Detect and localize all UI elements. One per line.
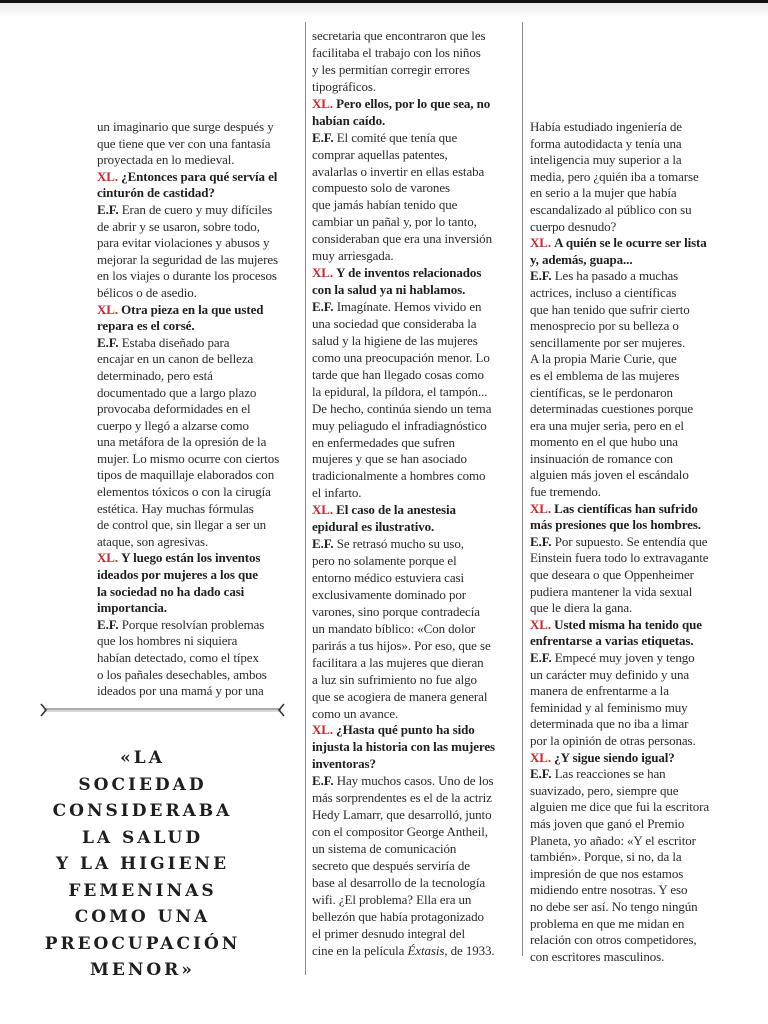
interviewee-tag: E.F. — [312, 129, 334, 145]
text-line: en serio a la mujer que había — [530, 185, 677, 201]
interviewee-tag: E.F. — [530, 766, 552, 782]
text-line: bellezón que había protagonizado — [312, 908, 484, 924]
text-line: científicas, se le perdonaron — [530, 384, 673, 400]
answer-line — [97, 617, 301, 634]
question-line — [312, 96, 516, 113]
interviewee-tag: E.F. — [97, 201, 119, 217]
text-line: muy arriesgada. — [312, 248, 394, 264]
question-line — [312, 722, 516, 739]
interviewee-tag: E.F. — [312, 536, 334, 552]
interviewer-tag: XL. — [530, 500, 552, 516]
interviewer-tag: XL. — [97, 550, 119, 566]
text-line: que deseara o que Oppenheimer — [530, 567, 694, 583]
question-text: epidural es ilustrativo. — [312, 519, 435, 535]
text-line: ideados por una mamá y por una — [97, 683, 264, 699]
film-title: Éxtasis — [407, 942, 445, 958]
text-line: Einstein fuera todo lo extravagante — [530, 550, 709, 566]
interviewee-tag: E.F. — [97, 616, 119, 632]
question-text: injusta la historia con las mujeres — [312, 739, 495, 755]
question-text: ¿Hasta qué punto ha sido — [336, 722, 475, 738]
question-line — [97, 550, 301, 567]
question-text: enfrentarse a varias etiquetas. — [530, 633, 694, 649]
text-line: base al desarrollo de la tecnología — [312, 874, 486, 890]
text-line: impresión de que nos estamos — [530, 865, 684, 881]
text-line: De hecho, continúa siendo un tema — [312, 400, 492, 416]
text-line: como un avance. — [312, 705, 399, 721]
text-line: actrices, incluso a científicas — [530, 284, 677, 300]
text-line: tradicionalmente a hombres como — [312, 468, 486, 484]
question-text: Otra pieza en la que usted — [121, 301, 264, 317]
text-line: Hedy Lamarr, que desarrolló, junto — [312, 807, 492, 823]
interviewer-tag: XL. — [97, 168, 119, 184]
answer-text: Imagínate. Hemos vivido en — [336, 299, 482, 314]
answer-text: Les ha pasado a muchas — [554, 268, 679, 284]
article-column-2 — [312, 28, 516, 960]
text-line: ataque, son agresivas. — [97, 533, 209, 549]
answer-text: Eran de cuero y muy difíciles — [121, 201, 273, 217]
interviewee-tag: E.F. — [312, 773, 334, 789]
text-line: estética. Hay muchas fórmulas — [97, 500, 254, 516]
text-line: y les permitían corregir errores — [312, 61, 470, 77]
text-line: escandalizado al público con su — [530, 201, 692, 217]
text-line: manera de enfrentarme a la — [530, 683, 669, 699]
question-line — [530, 501, 742, 518]
question-line — [97, 185, 301, 202]
text-line: avalarlas o invertir en ellas estaba — [312, 163, 485, 179]
text-line: en los viajes o durante los procesos — [97, 268, 277, 284]
answer-text: Por supuesto. Se entendía que — [554, 533, 708, 549]
text-line: alguien me dice que fui la escritora — [530, 799, 710, 815]
text-line: tipográficos. — [312, 78, 377, 94]
pull-quote-line: Y LA HIGIENE — [55, 854, 230, 874]
interviewee-tag: E.F. — [530, 533, 552, 549]
question-text: Y de inventos relacionados — [336, 265, 482, 281]
answer-text: Se retrasó mucho su uso, — [336, 536, 464, 552]
text-line: A la propia Marie Curie, que — [530, 351, 677, 367]
pull-quote-line: CONSIDERABA — [52, 801, 233, 821]
question-text: ¿Y sigue siendo igual? — [554, 749, 675, 765]
question-line — [530, 633, 742, 650]
text-line: salud y la higiene de las mujeres — [312, 332, 478, 348]
text-line: como una preocupación menor. Lo — [312, 349, 490, 365]
text-line: determinadas cuestiones porque — [530, 401, 694, 417]
text-line: feminidad y al feminismo muy — [530, 699, 688, 715]
text-line: varones, sino porque contradecía — [312, 603, 480, 619]
question-line — [530, 617, 742, 634]
question-text: A quién se le ocurre ser lista — [554, 235, 707, 251]
text-segment: cine en la película — [312, 942, 408, 958]
interviewee-tag: E.F. — [97, 334, 119, 350]
text-line: tarde que han llegado cosas como — [312, 366, 484, 382]
question-line — [530, 235, 742, 252]
question-line — [312, 756, 516, 773]
pull-quote-line: MENOR» — [90, 960, 195, 980]
interviewer-tag: XL. — [530, 749, 552, 765]
text-line: que los hombres ni siquiera — [97, 633, 238, 649]
text-line: bélicos o de asedio. — [97, 284, 197, 300]
text-line: a luz sin sufrimiento no fue algo — [312, 671, 477, 687]
pull-quote-line: COMO UNA — [74, 907, 211, 927]
question-line — [97, 318, 301, 335]
text-line: forma autodidacta y tenía una — [530, 135, 682, 151]
text-line: secreto que después serviría de — [312, 857, 470, 873]
question-text: importancia. — [97, 600, 167, 616]
text-line: encajar en un canon de belleza — [97, 351, 254, 367]
question-text: Y luego están los inventos — [121, 550, 261, 566]
text-line: muy peliagudo el infradiagnóstico — [312, 417, 487, 433]
question-text: Usted misma ha tenido que — [554, 616, 702, 632]
interviewer-tag: XL. — [312, 95, 334, 111]
text-line: comprar aquellas patentes, — [312, 146, 448, 162]
text-line: un sistema de comunicación — [312, 841, 457, 856]
text-line: un imaginario que surge después y — [97, 119, 274, 134]
text-line: wifi. ¿El problema? Ella era un — [312, 891, 472, 907]
interviewer-tag: XL. — [312, 722, 334, 738]
text-line: determinado, pero está — [97, 367, 213, 383]
pull-quote-line: «LA — [120, 748, 165, 768]
pull-quote-line: LA SALUD — [81, 827, 204, 848]
question-line — [530, 750, 742, 767]
text-line: que han tenido que sufrir cierto — [530, 301, 690, 317]
pull-quote-line: SOCIEDAD — [78, 774, 207, 795]
text-segment: , de 1933. — [444, 942, 495, 958]
answer-line — [97, 335, 301, 352]
interviewer-tag: XL. — [530, 235, 552, 251]
question-text: la sociedad no ha dado casi — [97, 583, 245, 599]
article-column-1 — [97, 119, 301, 700]
question-text: cinturón de castidad? — [97, 185, 215, 201]
interviewer-tag: XL. — [97, 301, 119, 317]
text-line: media, pero ¿quién iba a tomarse — [530, 168, 699, 184]
text-line: que jamás habían tenido que — [312, 197, 458, 213]
pull-quote-line: PREOCUPACIÓN — [44, 933, 241, 954]
text-line: suavizado, pero, siempre que — [530, 782, 679, 798]
answer-text: Empecé muy joven y tengo — [554, 650, 695, 665]
text-line: o los pañales desechables, ambos — [97, 666, 267, 682]
answer-line — [530, 534, 742, 551]
question-line — [312, 113, 516, 130]
text-line: sencillamente por ser mujeres. — [530, 334, 686, 350]
text-line: era una mujer seria, pero en el — [530, 417, 684, 433]
interviewee-tag: E.F. — [530, 650, 552, 665]
question-line — [97, 302, 301, 319]
text-line: alguien más joven el escándalo — [530, 467, 689, 483]
text-line: pudiera mantener la vida sexual — [530, 583, 693, 599]
text-line: que le diera la gana. — [530, 600, 633, 616]
question-text: con la salud ya ni hablamos. — [312, 282, 466, 298]
top-shadow — [0, 3, 768, 17]
text-line: facilitara a las mujeres que dieran — [312, 654, 484, 670]
answer-line — [312, 773, 516, 790]
text-line: que tiene que ver con una fantasía — [97, 135, 271, 151]
text-line: parirás a tus hijos». Por eso, que se — [312, 637, 491, 653]
interviewer-tag: XL. — [312, 502, 334, 518]
question-line — [530, 252, 742, 269]
text-line: para evitar violaciones y abusos y — [97, 235, 270, 251]
text-line: mujer. Lo mismo ocurre con ciertos — [97, 450, 280, 466]
text-line: midiendo entre nosotras. Y eso — [530, 882, 688, 898]
text-line: documentado que a largo plazo — [97, 384, 257, 400]
text-line: determinada que no iba a limar — [530, 716, 689, 732]
text-line: momento en el que hubo una — [530, 434, 678, 450]
column-rule-right — [522, 22, 523, 956]
text-line: es el emblema de las mujeres — [530, 367, 680, 383]
answer-text: Las reacciones se han — [554, 766, 666, 782]
answer-text: Estaba diseñado para — [121, 334, 230, 350]
question-line — [97, 169, 301, 186]
question-line — [312, 282, 516, 299]
text-line: pero no solamente porque el — [312, 553, 457, 569]
text-line: que se acogiera de manera general — [312, 688, 488, 704]
answer-text: Hay muchos casos. Uno de los — [336, 773, 494, 789]
text-line: fue tremendo. — [530, 484, 601, 500]
question-text: ¿Entonces para qué servía el — [121, 168, 278, 184]
text-line: más joven que ganó el Premio — [530, 815, 685, 831]
question-text: inventoras? — [312, 756, 376, 772]
question-line — [97, 600, 301, 617]
question-line — [97, 584, 301, 601]
question-text: repara es el corsé. — [97, 318, 195, 334]
text-line: por la opinión de otras personas. — [530, 732, 696, 748]
text-line: el primer desnudo integral del — [312, 925, 465, 941]
answer-line — [530, 650, 742, 667]
answer-text: El comité que tenía que — [336, 129, 458, 145]
answer-line — [312, 299, 516, 316]
text-line: tipos de maquillaje elaborados con — [97, 467, 275, 483]
text-line: elementos tóxicos o con la cirugía — [97, 484, 271, 500]
question-text: ideados por mujeres a los que — [97, 567, 258, 583]
text-line: habían detectado, como el típex — [97, 650, 259, 665]
text-line: un carácter muy definido y una — [530, 666, 690, 682]
answer-text: Porque resolvían problemas — [121, 616, 265, 632]
question-text: más presiones que los hombres. — [530, 517, 701, 533]
interviewee-tag: E.F. — [312, 299, 334, 314]
question-line — [312, 739, 516, 756]
pull-quote-line: FEMENINAS — [68, 880, 217, 901]
text-line: de control que, sin llegar a ser un — [97, 517, 267, 533]
text-line: cuerpo y llegó a alzarse como — [97, 417, 249, 433]
question-text: y, además, guapa... — [530, 251, 633, 267]
question-text: habían caído. — [312, 112, 386, 128]
question-line — [312, 265, 516, 282]
answer-line — [530, 268, 742, 285]
text-line: mejorar la seguridad de las mujeres — [97, 251, 278, 267]
text-line: relación con otros competidores, — [530, 932, 697, 948]
text-line: consideraban que era una inversión — [312, 231, 492, 247]
text-line: la epidural, la píldora, el tampón... — [312, 383, 488, 399]
article-column-3 — [530, 119, 742, 965]
question-line — [312, 502, 516, 519]
text-line: exclusivamente dominado por — [312, 586, 466, 602]
question-line — [97, 567, 301, 584]
text-line: compuesto solo de varones — [312, 180, 450, 196]
ornamental-divider — [40, 703, 285, 717]
text-line: el infarto. — [312, 485, 362, 501]
question-line — [312, 519, 516, 536]
text-line: un mandato bíblico: «Con dolor — [312, 620, 476, 636]
text-line: una sociedad que consideraba la — [312, 315, 477, 331]
text-line — [312, 943, 516, 960]
text-line: secretaria que encontraron que les — [312, 28, 486, 43]
answer-line — [97, 202, 301, 219]
interviewee-tag: E.F. — [530, 268, 552, 284]
interviewer-tag: XL. — [312, 265, 334, 281]
text-line: entorno médico estuviera casi — [312, 570, 464, 585]
text-line: también». Porque, si no, da la — [530, 849, 682, 865]
text-line: facilitaba el trabajo con los niños — [312, 44, 481, 60]
text-line: provocaba deformidades en el — [97, 401, 251, 417]
text-line: mujeres y que se han asociado — [312, 451, 467, 467]
column-rule-left — [305, 22, 306, 975]
pull-quote — [30, 745, 255, 984]
text-line: Había estudiado ingeniería de — [530, 119, 682, 134]
text-line: con el compositor George Antheil, — [312, 824, 488, 840]
question-line — [530, 517, 742, 534]
question-text: Las científicas han sufrido — [554, 500, 698, 516]
answer-line — [312, 536, 516, 553]
text-line: de abrir y se usaron, sobre todo, — [97, 218, 260, 234]
text-line: menosprecio por su belleza o — [530, 318, 679, 334]
text-line: más sorprendentes es el de la actriz — [312, 790, 492, 806]
question-text: El caso de la anestesia — [336, 502, 456, 518]
interviewer-tag: XL. — [530, 616, 552, 632]
text-line: una metáfora de la opresión de la — [97, 434, 267, 450]
text-line: no debe ser así. No tengo ningún — [530, 898, 698, 914]
text-line: cuerpo desnudo? — [530, 218, 617, 234]
text-line: Planeta, yo añado: «Y el escritor — [530, 832, 696, 848]
text-line: insinuación de romance con — [530, 450, 673, 466]
text-line: inteligencia muy superior a la — [530, 152, 682, 168]
text-line: con escritores masculinos. — [530, 948, 665, 964]
text-line: en enfermedades que sufren — [312, 434, 455, 450]
text-line: problema en que me midan en — [530, 915, 685, 931]
answer-line — [530, 766, 742, 783]
question-text: Pero ellos, por lo que sea, no — [336, 95, 491, 111]
text-line: proyectada en lo medieval. — [97, 152, 235, 168]
answer-line — [312, 130, 516, 147]
text-line: cambiar un pañal y, por lo tanto, — [312, 214, 477, 230]
